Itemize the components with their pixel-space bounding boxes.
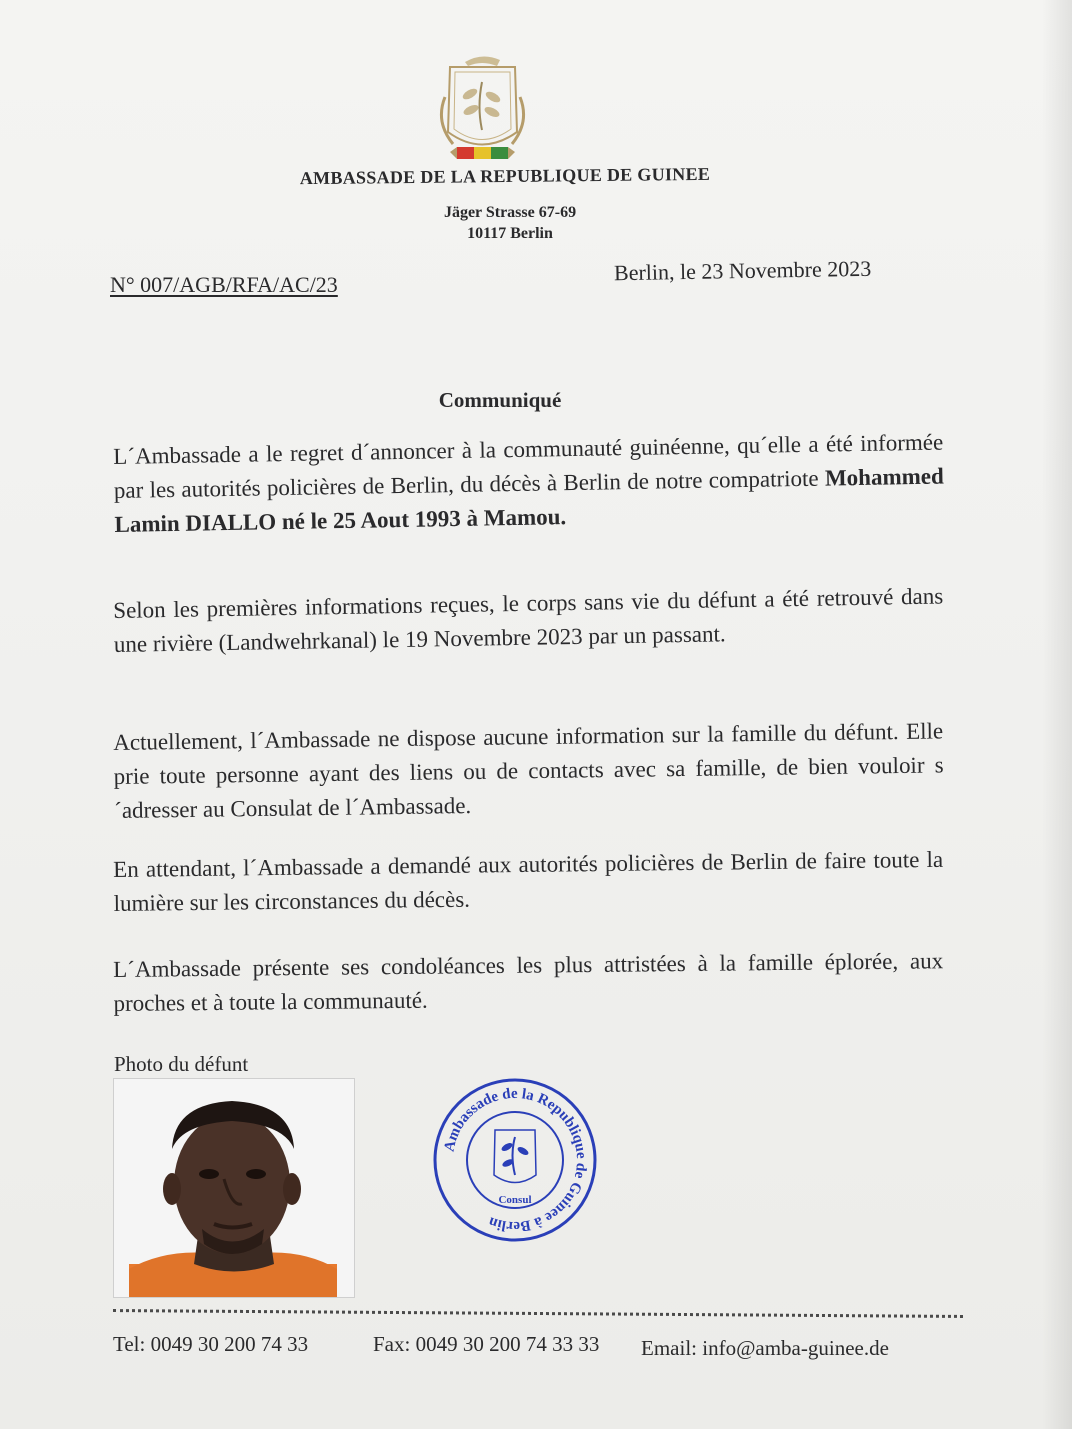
paragraph-discovery: Selon les premières informations reçues, le corps sans vie du défunt a été retrouvé dans une rivière (Landwehrkanal) le 19 Novembre 2023 par un passant. (113, 583, 944, 657)
paper-edge-shadow (1042, 0, 1072, 1429)
footer-email: Email: info@amba-guinee.de (641, 1336, 889, 1360)
portrait-image (114, 1079, 354, 1297)
photo-label: Photo du défunt (114, 1052, 249, 1076)
reference-number: N° 007/AGB/RFA/AC/23 (110, 272, 338, 297)
embassy-address-city: 10117 Berlin (467, 225, 553, 242)
footer-fax: Fax: 0049 30 200 74 33 33 (373, 1332, 600, 1356)
paragraph-family-request: Actuellement, l´Ambassade ne dispose aucune information sur la famille du défunt. Elle prie toute personne ayant des liens ou de contacts avec sa famille, de bien vouloir s´adresser au Consulat de l´Ambassade. (113, 718, 944, 823)
deceased-name-birth: Mohammed Lamin DIALLO né le 25 Aout 1993 à Mamou. (114, 463, 944, 537)
footer-divider (113, 1309, 963, 1318)
paragraph-investigation: En attendant, l´Ambassade a demandé aux autorités policières de Berlin de faire toute la lumière sur les circonstances du décès. (113, 846, 944, 916)
communique-heading: Communiqué (438, 388, 562, 412)
deceased-photo (113, 1078, 355, 1298)
footer-telephone: Tel: 0049 30 200 74 33 (113, 1332, 309, 1356)
paragraph-announcement (113, 426, 945, 542)
letter-date: Berlin, le 23 Novembre 2023 (613, 255, 872, 286)
stamp-consul-text: Consul (498, 1194, 532, 1206)
stamp-ring-text: Ambassade de la Republique de Guinee à Berlin (441, 1085, 590, 1235)
paragraph-announcement-text: L´Ambassade a le regret d´annoncer à la communauté guinéenne, qu´elle a été informée par les autorités policières de Berlin, du décès à Berlin de notre compatriote (113, 429, 944, 503)
consulate-stamp (430, 1075, 600, 1245)
guinea-coat-of-arms-icon (425, 52, 540, 170)
embassy-address-street: Jäger Strasse 67-69 (443, 204, 577, 221)
paragraph-condolences: L´Ambassade présente ses condoléances les plus attristées à la famille éplorée, aux proches et à toute la communauté. (113, 948, 944, 1016)
embassy-title: AMBASSADE DE LA REPUBLIQUE DE GUINEE (299, 163, 711, 189)
